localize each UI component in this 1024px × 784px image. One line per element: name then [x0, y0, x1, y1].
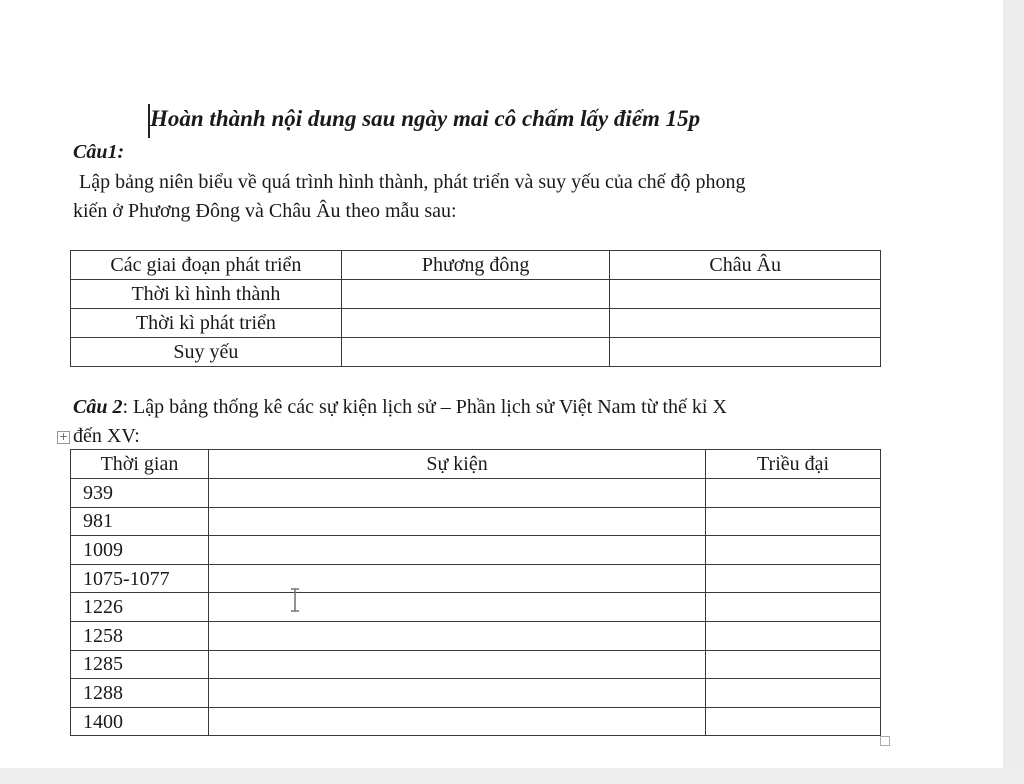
table-cell-dynasty[interactable] — [706, 679, 881, 708]
table-cell-dynasty[interactable] — [706, 621, 881, 650]
table-header-row — [71, 450, 881, 479]
i-beam-cursor-icon — [288, 588, 302, 612]
table-cell-dynasty[interactable] — [706, 650, 881, 679]
table-row — [71, 338, 881, 367]
table-cell-time[interactable]: 1075-1077 — [71, 564, 209, 593]
table-header-cell[interactable]: Sự kiện — [208, 450, 705, 479]
table-header-cell[interactable]: Triều đại — [706, 450, 881, 479]
table-row — [71, 707, 881, 736]
document-title[interactable]: Hoàn thành nội dung sau ngày mai cô chấm lấy điểm 15p — [150, 106, 701, 131]
table-cell-dynasty[interactable] — [706, 707, 881, 736]
table-header-cell[interactable]: Thời gian — [71, 450, 209, 479]
table-cell-europe[interactable] — [610, 280, 881, 309]
question-2-line-2: đến XV: — [73, 425, 140, 447]
table-row — [71, 650, 881, 679]
table-cell-time[interactable]: 1285 — [71, 650, 209, 679]
table-row — [71, 679, 881, 708]
table-cell-dynasty[interactable] — [706, 479, 881, 508]
table-cell-event[interactable] — [208, 679, 705, 708]
table-cell-event[interactable] — [208, 593, 705, 622]
table-cell-time[interactable]: 981 — [71, 507, 209, 536]
question-2-label: Câu 2 — [73, 396, 123, 418]
table-cell-europe[interactable] — [610, 338, 881, 367]
table-cell-event[interactable] — [208, 536, 705, 565]
table-header-row — [71, 251, 881, 280]
question-2-line-1: : Lập bảng thống kê các sự kiện lịch sử – Phần lịch sử Việt Nam từ thế kỉ X — [122, 396, 727, 418]
table-cell-time[interactable]: 939 — [71, 479, 209, 508]
table-cell-time[interactable]: 1226 — [71, 593, 209, 622]
table-cell-period[interactable]: Thời kì phát triển — [71, 309, 342, 338]
table-header-cell[interactable]: Các giai đoạn phát triển — [71, 251, 342, 280]
table-row — [71, 479, 881, 508]
table-cell-time[interactable]: 1009 — [71, 536, 209, 565]
bottom-gutter — [0, 768, 1024, 784]
table-row — [71, 564, 881, 593]
table-row — [71, 621, 881, 650]
table-cell-period[interactable]: Suy yếu — [71, 338, 342, 367]
table-cell-dynasty[interactable] — [706, 507, 881, 536]
table-cell-event[interactable] — [208, 621, 705, 650]
table-cell-event[interactable] — [208, 650, 705, 679]
table-cell-time[interactable]: 1400 — [71, 707, 209, 736]
table-cell-east[interactable] — [341, 280, 610, 309]
table-cell-dynasty[interactable] — [706, 536, 881, 565]
table-header-cell[interactable]: Phương đông — [341, 251, 610, 280]
table-header-cell[interactable]: Châu Âu — [610, 251, 881, 280]
table-cell-east[interactable] — [341, 338, 610, 367]
table-row — [71, 593, 881, 622]
question-1-label[interactable]: Câu1: — [73, 141, 125, 163]
table-cell-dynasty[interactable] — [706, 593, 881, 622]
table-cell-event[interactable] — [208, 479, 705, 508]
question-1-line-2: kiến ở Phương Đông và Châu Âu theo mẫu sau: — [73, 200, 457, 222]
feudal-timeline-table[interactable] — [70, 250, 881, 367]
question-1-text[interactable] — [73, 168, 893, 226]
history-events-table[interactable] — [70, 449, 881, 736]
table-row — [71, 507, 881, 536]
plus-move-icon[interactable]: + — [58, 430, 69, 443]
table-cell-event[interactable] — [208, 564, 705, 593]
table-cell-event[interactable] — [208, 507, 705, 536]
table-cell-event[interactable] — [208, 707, 705, 736]
table-cell-europe[interactable] — [610, 309, 881, 338]
table-cell-time[interactable]: 1288 — [71, 679, 209, 708]
table-row — [71, 280, 881, 309]
table-cell-dynasty[interactable] — [706, 564, 881, 593]
table-row — [71, 536, 881, 565]
question-1-line-1: Lập bảng niên biểu về quá trình hình thành, phát triển và suy yếu của chế độ phong — [79, 171, 746, 193]
resize-square-icon[interactable] — [880, 736, 890, 746]
question-2-text[interactable] — [73, 393, 903, 451]
table-cell-time[interactable]: 1258 — [71, 621, 209, 650]
table-cell-east[interactable] — [341, 309, 610, 338]
vertical-scrollbar-area[interactable] — [1003, 0, 1024, 784]
table-row — [71, 309, 881, 338]
table-cell-period[interactable]: Thời kì hình thành — [71, 280, 342, 309]
